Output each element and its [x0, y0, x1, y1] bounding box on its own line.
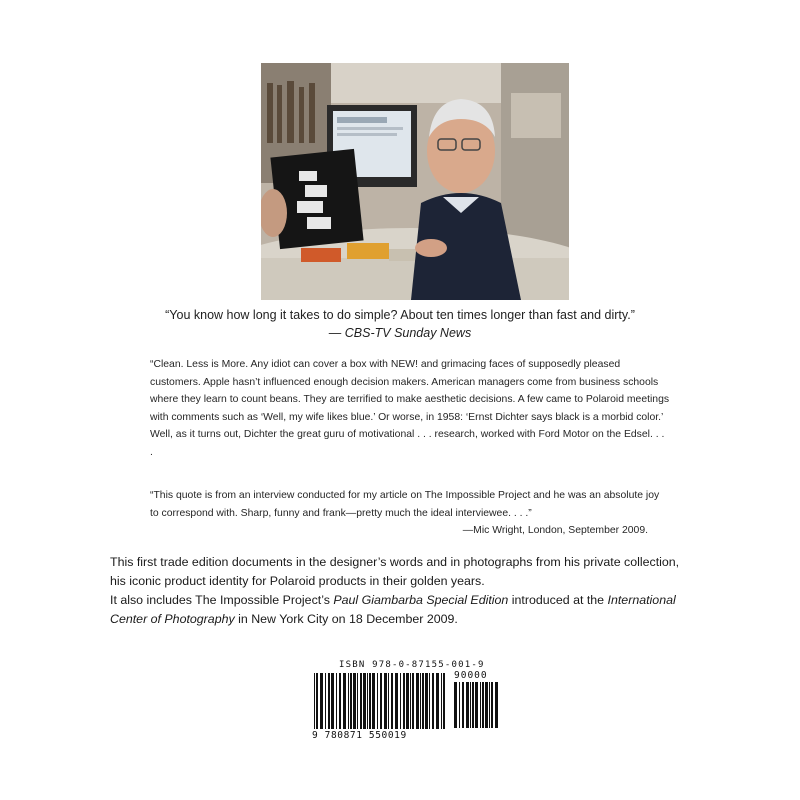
barcode-bar [480, 682, 481, 728]
description-line2-italic1: Paul Giambarba Special Edition [333, 593, 509, 607]
barcode-bar [425, 673, 428, 729]
barcode-bar [495, 682, 498, 728]
barcode-bar [363, 673, 366, 729]
ean-digits: 9 780871 550019 [312, 730, 407, 741]
barcode-bar [350, 673, 352, 729]
book-description [110, 553, 690, 629]
barcode-bar [325, 673, 326, 729]
barcode-bar [316, 673, 318, 729]
quote-cbs-attribution: — CBS-TV Sunday News [328, 326, 472, 340]
barcode-bar [459, 682, 460, 728]
barcode-bar [339, 673, 341, 729]
barcode-bar [369, 673, 371, 729]
barcode-bar [416, 673, 419, 729]
barcode-bar [462, 682, 464, 728]
quote-clean [150, 356, 670, 461]
quote-clean-text: “Clean. Less is More. Any idiot can cover a box with NEW! and grimacing faces of supposedly pleased customers. Apple hasn’t influenced enough decision makers. American managers come from business schools where they learn to count beans. They are terrified to make aesthetic decisions. A few came to Polaroid meetings with comments such as ‘Well, my wife likes blue.’ Or worse, in 1958: ‘Ernst Dichter says black is a morbid color.’ Well, as it turns out, Dichter the great guru of motivational . . . research, worked with Ford Motor on the Edsel. . . . [150, 359, 670, 458]
barcode-bar [429, 673, 430, 729]
barcode-bar [466, 682, 469, 728]
barcode-bar [482, 682, 484, 728]
quote-mic-wright [150, 487, 670, 540]
barcode-bar [348, 673, 349, 729]
barcode-bar [489, 682, 490, 728]
quote-mic-wright-text: “This quote is from an interview conducted for my article on The Impossible Project and he was an absolute joy to correspond with. Sharp, funny and frank—pretty much the ideal interviewee. . . .” [150, 490, 660, 519]
barcode-bar [367, 673, 368, 729]
barcode-bar [441, 673, 442, 729]
barcode-bar [357, 673, 358, 729]
barcode-bar [380, 673, 382, 729]
quote-cbs [100, 306, 700, 342]
barcode-bar [454, 682, 457, 728]
barcode-bar [343, 673, 346, 729]
barcode-bar [406, 673, 409, 729]
barcode-bar [436, 673, 439, 729]
description-line2-part2: introduced at the [508, 593, 608, 607]
description-line1: This first trade edition documents in the designer’s words and in photographs from his private collection, his iconic product identity for Polaroid products in their golden years. [110, 555, 680, 588]
barcode-bar [472, 682, 474, 728]
barcode-bar [412, 673, 414, 729]
barcode-bar [377, 673, 378, 729]
barcode-bar [331, 673, 334, 729]
barcode-bar [320, 673, 323, 729]
quote-mic-wright-attribution: —Mic Wright, London, September 2009. [462, 525, 648, 536]
description-line2 [110, 591, 690, 629]
barcode-bar [314, 673, 315, 729]
barcode-bar [485, 682, 488, 728]
barcode-bar [475, 682, 478, 728]
barcode-bar [420, 673, 421, 729]
barcode-bar [360, 673, 362, 729]
barcode-bar [470, 682, 471, 728]
barcode-bar [400, 673, 401, 729]
barcode-bar [328, 673, 330, 729]
barcode-bar [372, 673, 375, 729]
barcode-bar [443, 673, 445, 729]
author-photo [261, 63, 569, 300]
barcode-bar [391, 673, 393, 729]
description-line2-italic2: International Center of Photography [110, 593, 676, 626]
barcode-bar [410, 673, 411, 729]
barcode-bar [395, 673, 398, 729]
addon-barcode-bars [452, 682, 500, 728]
description-line2-part1: It also includes The Impossible Project’s [110, 593, 334, 607]
barcode-bar [432, 673, 434, 729]
ean-barcode-bars [312, 673, 448, 729]
barcode-bar [336, 673, 337, 729]
description-line2-part3: in New York City on 18 December 2009. [234, 612, 458, 626]
barcode-bar [422, 673, 424, 729]
barcode-bar [384, 673, 387, 729]
barcode-bar [491, 682, 493, 728]
barcode-bar [388, 673, 389, 729]
quote-cbs-text: “You know how long it takes to do simple? About ten times longer than fast and dirty.” [165, 308, 635, 322]
isbn-barcode [312, 660, 502, 742]
isbn-label: ISBN 978-0-87155-001-9 [339, 660, 485, 670]
price-code: 90000 [454, 670, 488, 681]
barcode-bar [403, 673, 405, 729]
barcode-bar [353, 673, 356, 729]
